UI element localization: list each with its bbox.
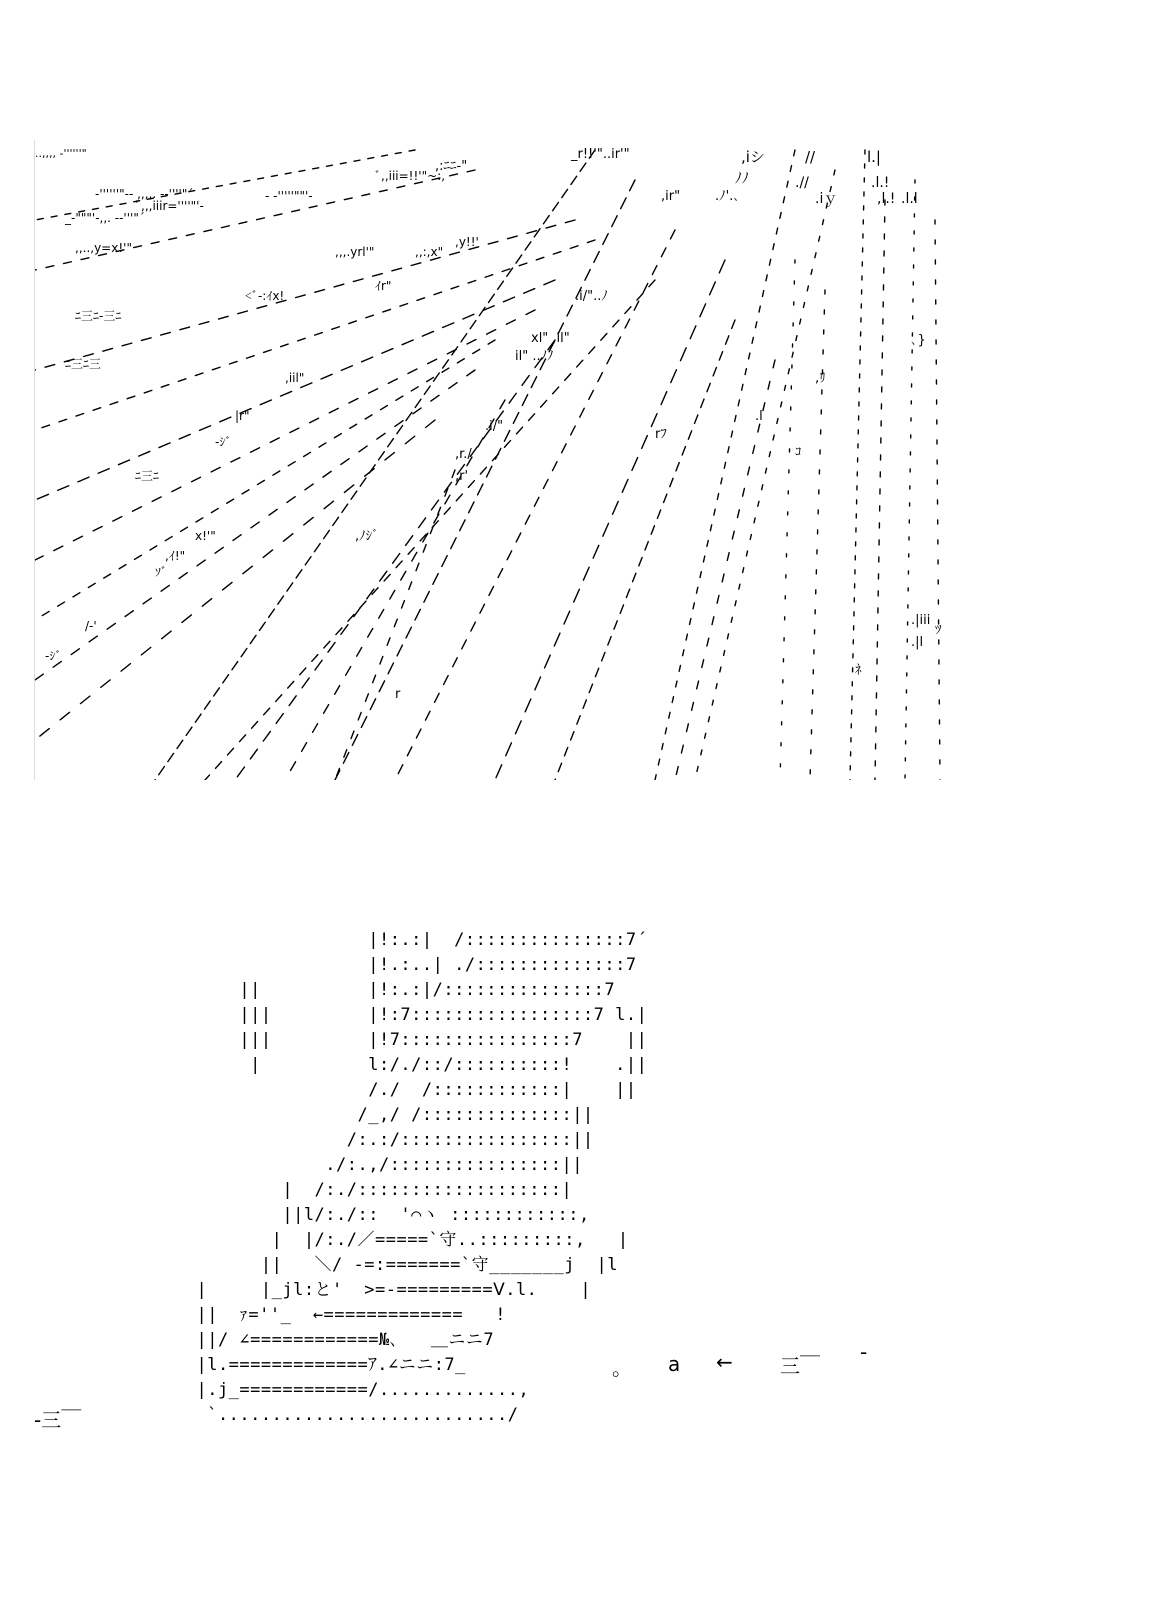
speed-line-fragment: /‐' — [85, 619, 97, 633]
speed-line-fragment: ,r./ — [455, 447, 472, 462]
speed-line-fragment: .|l — [911, 635, 924, 650]
speed-line-fragment: .l.l — [901, 191, 918, 207]
speed-line-fragment: ,r' — [455, 469, 469, 484]
speed-line-fragment: .|iii — [911, 613, 931, 628]
speed-line-fragment: ,ﾉｼﾞ — [355, 529, 379, 544]
trailing-mark-3: 三￣ — [780, 1354, 820, 1378]
trailing-mark-2: a — [668, 1352, 681, 1376]
speed-line — [810, 290, 825, 780]
speed-line-fragment: ,ir" — [661, 189, 681, 204]
bottom-left-mark: -三￣ — [34, 1408, 82, 1432]
speed-line — [555, 320, 735, 780]
speed-line-fragment: ,,:,x" — [415, 245, 444, 259]
speed-line-fragment: ‐ｼﾞ — [215, 435, 232, 449]
trailing-mark-4: - — [860, 1340, 868, 1364]
speed-line-fragment: ,,,.yrl'" — [335, 245, 375, 259]
speed-line-fragment: ﾉﾉ — [735, 171, 749, 187]
trailing-mark-1: 。 — [612, 1356, 632, 1380]
speed-line-fragment: ,y!!' — [455, 235, 479, 249]
speed-line-fragment: ‐ｼﾞ — [45, 649, 62, 663]
speed-line-fragment: .i/"..ﾉ — [575, 289, 608, 304]
speed-line-fragment: <ﾞ‐:ｲx! — [245, 289, 285, 303]
speed-line — [850, 150, 865, 780]
speed-line-fragment: ..,,,, ‐''''''" — [35, 147, 87, 160]
speed-line-fragment: ,ｲ!" — [165, 549, 186, 563]
speed-line-fragment: ﾞ,,iii=!!'"~:, — [375, 169, 446, 183]
speed-line-fragment: ﾞ,,,iiir=''''"'‐ — [135, 199, 204, 213]
speed-line — [695, 170, 838, 780]
speed-line — [495, 260, 725, 780]
speed-line — [935, 220, 940, 780]
speed-line-fragment: ,l.! — [877, 191, 896, 207]
speed-line-fragment: .// — [795, 175, 809, 191]
speed-line-fragment: ,ﾘ — [815, 371, 826, 386]
trailing-arrow-icon: ← — [716, 1350, 733, 1374]
speed-line-fragment: ﾆ三ﾆ三 — [65, 357, 102, 371]
speed-line — [205, 280, 655, 780]
speed-line-fragment: ﾆ三ﾆ — [135, 469, 160, 483]
speed-line-fragment: ﾆ三ﾆ‐三ﾆ — [75, 309, 122, 323]
speed-line — [35, 420, 435, 740]
speed-line-fragment: ﾂ — [935, 623, 942, 638]
speed-line — [35, 147, 415, 220]
speed-line-fragment: ‐ ‐'''''""'‐ — [265, 189, 313, 203]
speed-line-fragment: xl" ,il" — [531, 331, 570, 346]
speed-line-fragment: ﾈ — [855, 663, 862, 678]
speed-line-fragment: ,iil" — [285, 371, 305, 385]
speed-line — [780, 260, 795, 780]
speed-line — [905, 180, 915, 780]
speed-line-fragment: -''''''"-- ,,,,. ‐‐''''"´ — [95, 187, 194, 201]
speed-line-fragment: l.| — [867, 148, 881, 166]
speed-line-fragment: // — [805, 148, 816, 166]
speed-line — [395, 230, 675, 780]
speed-line — [35, 340, 495, 620]
speed-line-fragment: ｲr" — [375, 279, 392, 293]
speed-line-fragment: ､} — [911, 333, 926, 348]
speed-line-fragment: rﾌ — [655, 427, 667, 442]
book-stack-text: |!:.:| /:::::::::::::::7´ |!.:..| ./::::::::::::::7 || |!:.:|/:::::::::::::::7 ||| |!:7:::::::::::::::::7 l.| ||| |!7::::::::::::::::7 || | l:/./::/::::::::::! .|| /./ /::::::::::::| || /_,/ /::::::::::::::|| /:.:/::::::::::::::::|| ./:.,/::::::::::::::::|| | /:./:::::::::::::::::::| ||l/:./:: '⌒ヽ ::::::::::::, | |/:./／=====`守..:::::::::, | || ＼/ ‐=:=======`守_______j |l | |_jl:と' >=‐=========Ⅴ.l. | || ｧ=''_ ←============= ! ||/ ∠============№､ ＿ニニ7 |l.=============ｱ.∠ニニ:7_ |.j_============/............., `.........................../ — [196, 930, 648, 1425]
speed-line-fragment: ,iシ — [741, 148, 765, 166]
speed-line-fragment: _r!!'"..ir'" — [571, 147, 630, 162]
speed-line-fragment: ,:ﾆﾆ‐" — [435, 159, 468, 174]
speed-line-fragment: x!'" — [195, 529, 216, 543]
speed-lines-svg — [35, 140, 955, 780]
speed-lines-art — [34, 140, 955, 780]
speed-line — [35, 310, 535, 563]
speed-line-fragment: ,,..,y=x!'" — [75, 241, 132, 255]
speed-line-fragment: .iｙ — [815, 191, 838, 207]
speed-line-fragment: .l.! — [871, 175, 890, 191]
speed-line — [285, 400, 505, 780]
speed-line — [155, 150, 595, 780]
speed-line-fragment: .l — [755, 409, 763, 424]
speed-line-fragment: .ﾉ'.､ — [715, 189, 740, 204]
speed-line-fragment: ｿﾞ — [155, 565, 168, 579]
speed-line-fragment: _‐"""'‐,,. ‐‐'''"´ — [65, 211, 145, 225]
speed-line-fragment: r — [395, 687, 401, 702]
speed-line-fragment: .i/" — [485, 419, 504, 434]
speed-line-fragment: |r" — [235, 409, 250, 423]
speed-line — [655, 150, 795, 780]
speed-line-fragment: ｺ — [795, 445, 802, 460]
speed-line — [875, 200, 885, 780]
speed-line-fragment: il" ..ﾉﾉ — [515, 349, 554, 364]
